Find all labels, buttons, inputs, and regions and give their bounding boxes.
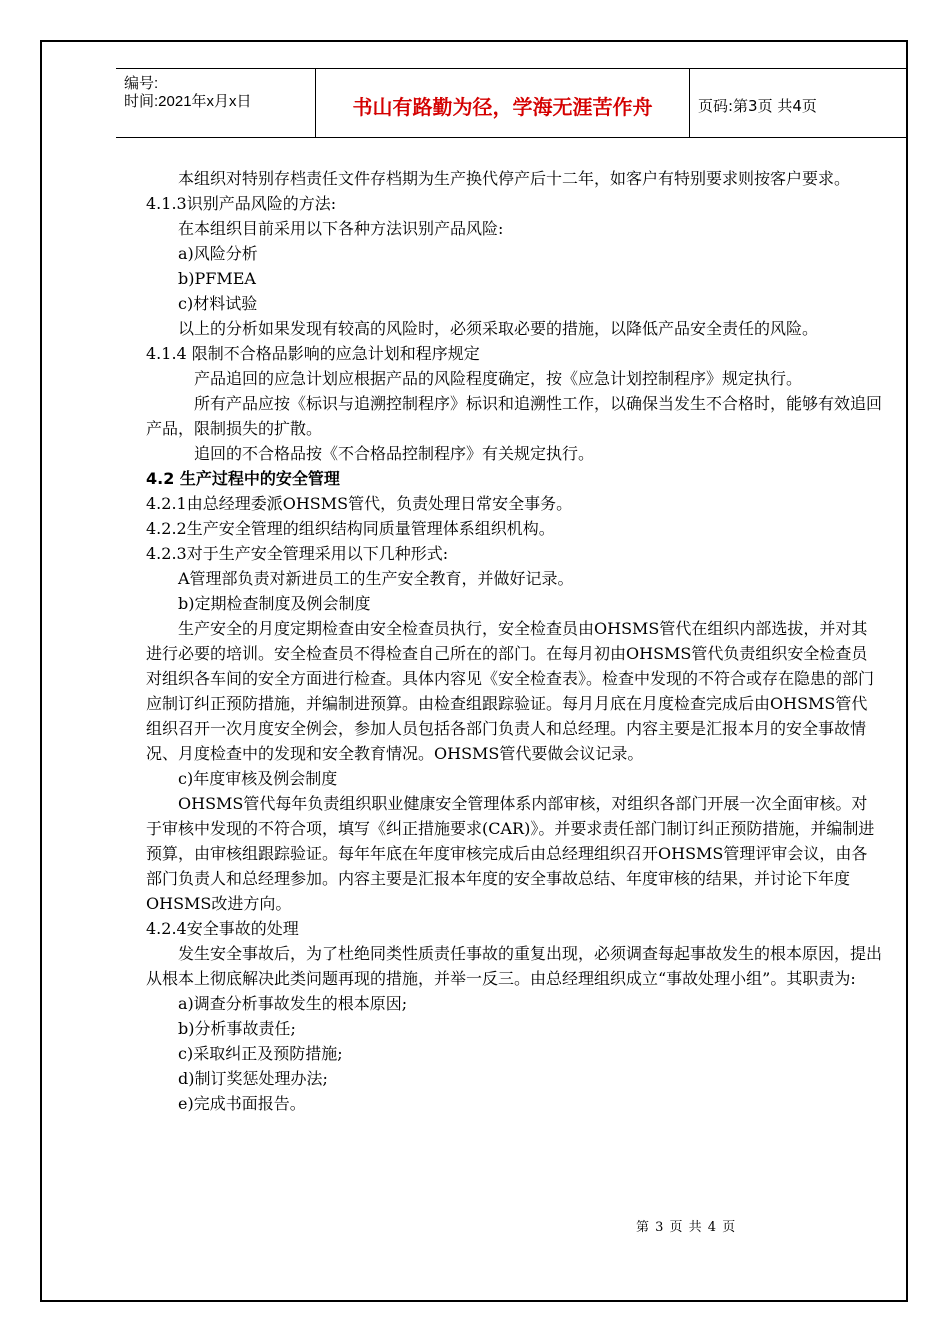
section-heading-414: 4.1.4 限制不合格品影响的应急计划和程序规定: [146, 344, 480, 363]
list-item: a)风险分析: [178, 244, 258, 263]
document-header: [116, 68, 906, 138]
section-item-422: 4.2.2生产安全管理的组织结构同质量管理体系组织机构。: [146, 519, 555, 538]
paragraph: 发生安全事故后，为了杜绝同类性质责任事故的重复出现，必须调查每起事故发生的根本原因，提出从根本上彻底解决此类问题再现的措施，并举一反三。由总经理组织成立“事故处理小组”。其职责为:: [146, 944, 883, 988]
section-item-424: 4.2.4安全事故的处理: [146, 919, 299, 938]
paragraph: 产品追回的应急计划应根据产品的风险程度确定，按《应急计划控制程序》规定执行。: [194, 369, 803, 388]
list-intro: 在本组织目前采用以下各种方法识别产品风险:: [178, 219, 504, 238]
paragraph: 以上的分析如果发现有较高的风险时，必须采取必要的措施，以降低产品安全责任的风险。: [178, 319, 819, 338]
paragraph: OHSMS管代每年负责组织职业健康安全管理体系内部审核，对组织各部门开展一次全面审核。对于审核中发现的不符合项，填写《纠正措施要求(CAR)》。并要求责任部门制订纠正预防措施，并编制进预算，由审核组跟踪验证。每年年底在年度审核完成后由总经理组织召开OHSMS管理评审会议，由各部门负责人和总经理参加。内容主要是汇报本年度的安全事故总结、年度审核的结果，并讨论下年度OHSMS改进方向。: [146, 794, 875, 913]
paragraph: 本组织对特别存档责任文件存档期为生产换代停产后十二年，如客户有特别要求则按客户要求。: [178, 169, 851, 188]
paragraph: 所有产品应按《标识与追溯控制程序》标识和追溯性工作，以确保当发生不合格时，能够有效追回产品，限制损失的扩散。: [146, 394, 883, 438]
list-item: e)完成书面报告。: [178, 1094, 306, 1113]
paragraph: 追回的不合格品按《不合格品控制程序》有关规定执行。: [194, 444, 595, 463]
section-heading-413: 4.1.3识别产品风险的方法:: [146, 194, 337, 213]
document-body: [146, 166, 882, 1116]
list-item: a)调查分析事故发生的根本原因;: [178, 994, 408, 1013]
header-info-cell: [116, 69, 316, 137]
list-item: A管理部负责对新进员工的生产安全教育，并做好记录。: [178, 569, 574, 588]
list-item: c)年度审核及例会制度: [178, 769, 338, 788]
list-item: b)分析事故责任;: [178, 1019, 296, 1038]
section-heading-42: 4.2 生产过程中的安全管理: [146, 469, 340, 488]
doc-time-label: 时间:2021年x月x日: [124, 93, 252, 110]
list-item: b)PFMEA: [178, 269, 256, 288]
list-item: b)定期检查制度及例会制度: [178, 594, 371, 613]
page-footer: 第 3 页 共 4 页: [636, 1220, 737, 1235]
doc-number-label: 编号:: [124, 75, 159, 92]
section-item-423: 4.2.3对于生产安全管理采用以下几种形式:: [146, 544, 449, 563]
header-page-label: 页码:第3页 共4页: [698, 96, 817, 115]
section-item-421: 4.2.1由总经理委派OHSMS管代，负责处理日常安全事务。: [146, 494, 573, 513]
list-item: c)材料试验: [178, 294, 258, 313]
list-item: d)制订奖惩处理办法;: [178, 1069, 328, 1088]
header-motto: 书山有路勤为径，学海无涯苦作舟: [316, 69, 690, 137]
paragraph: 生产安全的月度定期检查由安全检查员执行，安全检查员由OHSMS管代在组织内部选拔，并对其进行必要的培训。安全检查员不得检查自己所在的部门。在每月初由OHSMS管代负责组织安全检查员对组织各车间的安全方面进行检查。具体内容见《安全检查表》。检查中发现的不符合或存在隐患的部门应制订纠正预防措施，并编制进预算。由检查组跟踪验证。每月月底在月度检查完成后由OHSMS管代组织召开一次月度安全例会，参加人员包括各部门负责人和总经理。内容主要是汇报本月的安全事故情况、月度检查中的发现和安全教育情况。OHSMS管代要做会议记录。: [146, 619, 875, 763]
list-item: c)采取纠正及预防措施;: [178, 1044, 343, 1063]
